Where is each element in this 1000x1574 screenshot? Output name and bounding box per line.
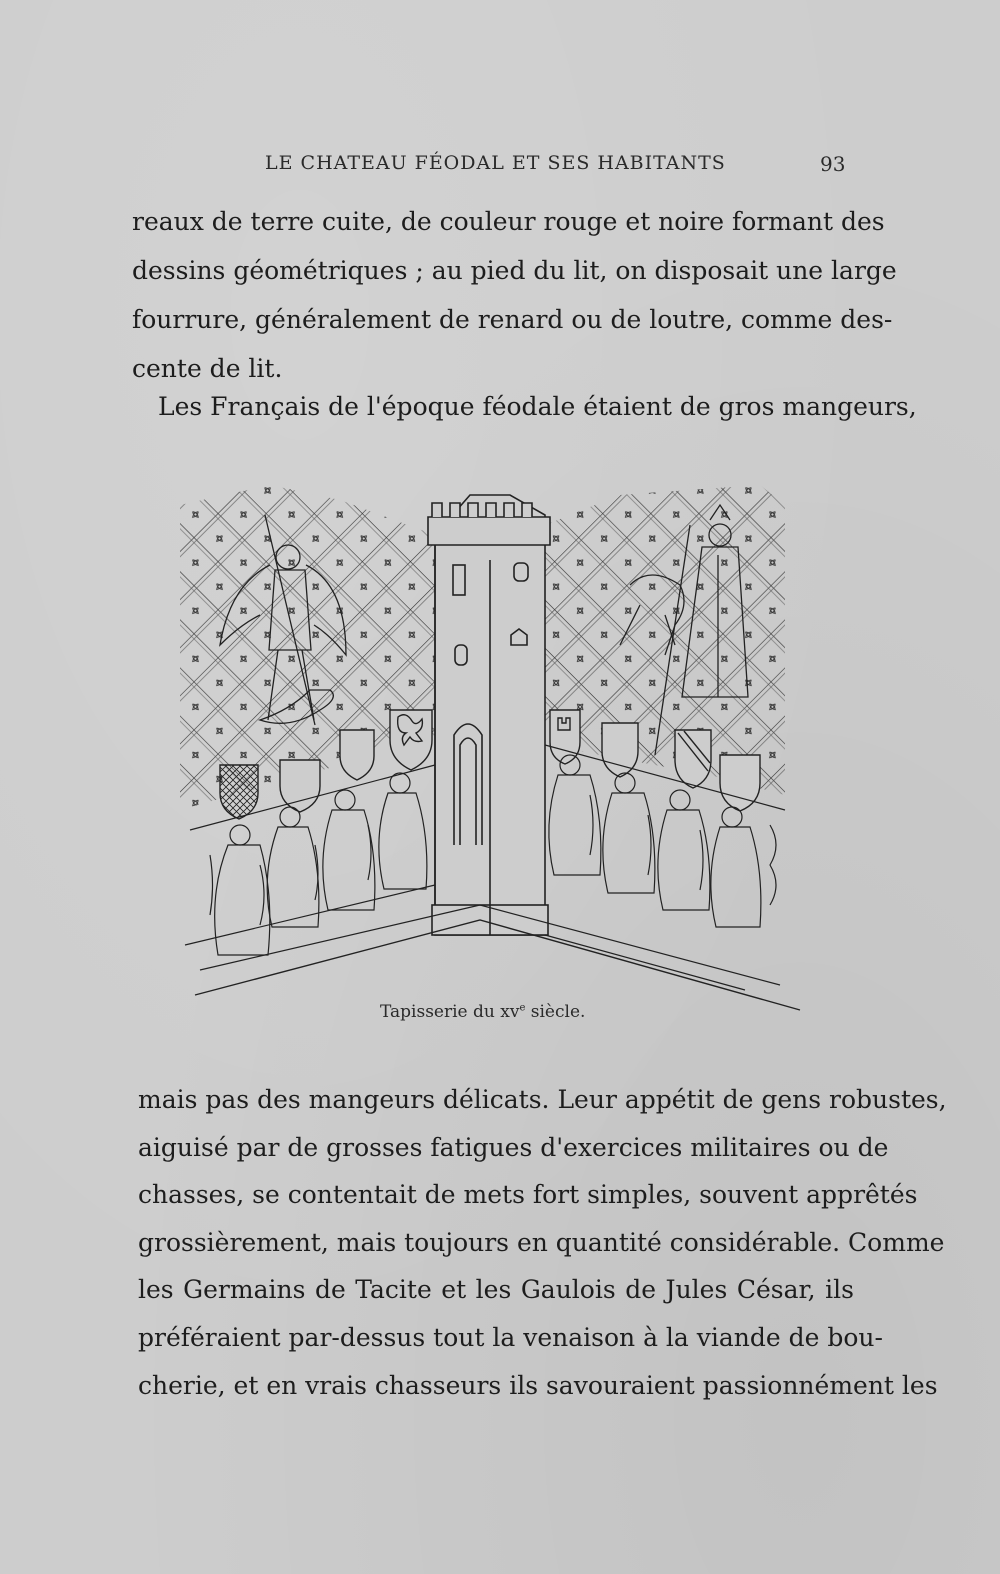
tapestry-illustration xyxy=(170,465,810,1025)
caption-text: Tapisserie du xv xyxy=(380,1002,520,1022)
right-wall-lattice xyxy=(545,485,785,795)
running-title: LE CHATEAU FÉODAL ET SES HABITANTS xyxy=(265,152,726,174)
paragraph-2 xyxy=(132,382,917,431)
text-line: cherie, et en vrais chasseurs ils savouraient passionnément les xyxy=(138,1370,938,1400)
text-line: cente de lit. xyxy=(132,354,283,383)
text-line: fourrure, généralement de renard ou de loutre, comme des- xyxy=(132,305,893,334)
paragraph-1 xyxy=(132,197,897,393)
text-line: Les Français de l'époque féodale étaient de gros mangeurs, xyxy=(158,392,917,421)
text-line: reaux de terre cuite, de couleur rouge et noire formant des xyxy=(132,207,885,236)
central-tower xyxy=(428,495,550,935)
text-line: préféraient par-dessus tout la venaison à la viande de bou- xyxy=(138,1322,883,1352)
text-line: mais pas des mangeurs délicats. Leur appétit de gens robustes, xyxy=(138,1085,947,1114)
text-line: dessins géométriques ; au pied du lit, on disposait une large xyxy=(132,256,897,285)
paragraph-3 xyxy=(138,1076,947,1409)
text-line: grossièrement, mais toujours en quantité considérable. Comme xyxy=(138,1227,945,1257)
page-number: 93 xyxy=(820,152,846,176)
caption-superscript: e xyxy=(519,1002,526,1014)
text-line: aiguisé par de grosses fatigues d'exercices militaires ou de xyxy=(138,1132,889,1162)
text-line: les Germains de Tacite et les Gaulois de Jules César, ils xyxy=(138,1275,854,1305)
text-line: chasses, se contentait de mets fort simples, souvent apprêtés xyxy=(138,1180,918,1210)
caption-text-end: siècle. xyxy=(525,1002,586,1022)
figure-caption xyxy=(380,1002,585,1022)
